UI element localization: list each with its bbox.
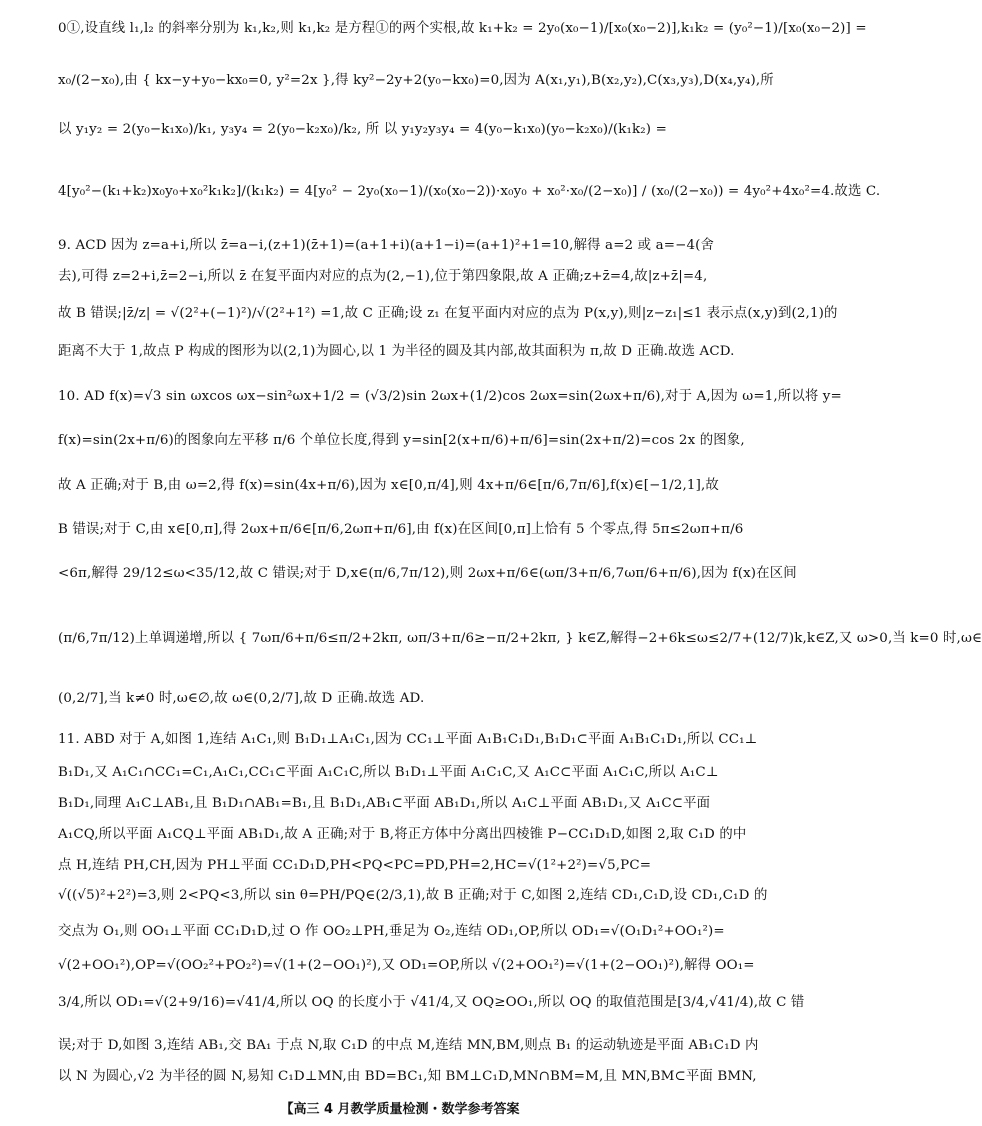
- footer-title: 【高三 4 月教学质量检测・数学参考答案: [280, 1102, 520, 1117]
- text-line-2: x₀/(2−x₀),由 { kx−y+y₀−kx₀=0, y²=2x },得 ky²−2y+2(y₀−kx₀)=0,因为 A(x₁,y₁),B(x₂,y₂),C(x₃,y₃),D(x₄,y₄),所: [58, 73, 774, 88]
- text-line-15: (0,2/7],当 k≠0 时,ω∈∅,故 ω∈(0,2/7],故 D 正确.故选 AD.: [58, 691, 425, 706]
- text-line-4: 4[y₀²−(k₁+k₂)x₀y₀+x₀²k₁k₂]/(k₁k₂) = 4[y₀² − 2y₀(x₀−1)/(x₀(x₀−2))·x₀y₀ + x₀²·x₀/(2−x₀)] / (x₀/(2−x₀)) = 4y₀²+4x₀²=4.故选 C.: [58, 184, 881, 199]
- text-line-13: <6π,解得 29/12≤ω<35/12,故 C 错误;对于 D,x∈(π/6,7π/12),则 2ωx+π/6∈(ωπ/3+π/6,7ωπ/6+π/6),因为 f(x)在区间: [58, 566, 797, 581]
- text-line-10: f(x)=sin(2x+π/6)的图象向左平移 π/6 个单位长度,得到 y=sin[2(x+π/6)+π/6]=sin(2x+π/2)=cos 2x 的图象,: [58, 433, 745, 448]
- text-line-7: 故 B 错误;|z̄/z| = √(2²+(−1)²)/√(2²+1²) =1,故 C 正确;设 z₁ 在复平面内对应的点为 P(x,y),则|z−z₁|≤1 表示点(x,y)到(2,1)的: [58, 306, 838, 321]
- text-line-6: 去),可得 z=2+i,z̄=2−i,所以 z̄ 在复平面内对应的点为(2,−1),位于第四象限,故 A 正确;z+z̄=4,故|z+z̄|=4,: [58, 269, 708, 284]
- text-line-19: A₁CQ,所以平面 A₁CQ⊥平面 AB₁D₁,故 A 正确;对于 B,将正方体中分离出四棱锥 P−CC₁D₁D,如图 2,取 C₁D 的中: [58, 827, 747, 842]
- text-line-25: 误;对于 D,如图 3,连结 AB₁,交 BA₁ 于点 N,取 C₁D 的中点 M,连结 MN,BM,则点 B₁ 的运动轨迹是平面 AB₁C₁D 内: [58, 1038, 759, 1053]
- text-line-21: √((√5)²+2²)=3,则 2<PQ<3,所以 sin θ=PH/PQ∈(2/3,1),故 B 正确;对于 C,如图 2,连结 CD₁,C₁D,设 CD₁,C₁D 的: [58, 888, 768, 903]
- text-line-5: 9. ACD 因为 z=a+i,所以 z̄=a−i,(z+1)(z̄+1)=(a+1+i)(a+1−i)=(a+1)²+1=10,解得 a=2 或 a=−4(舍: [58, 238, 715, 253]
- text-line-16: 11. ABD 对于 A,如图 1,连结 A₁C₁,则 B₁D₁⊥A₁C₁,因为 CC₁⊥平面 A₁B₁C₁D₁,B₁D₁⊂平面 A₁B₁C₁D₁,所以 CC₁⊥: [58, 732, 758, 747]
- text-line-20: 点 H,连结 PH,CH,因为 PH⊥平面 CC₁D₁D,PH<PQ<PC=PD,PH=2,HC=√(1²+2²)=√5,PC=: [58, 858, 652, 873]
- text-line-23: √(2+OO₁²),OP=√(OO₂²+PO₂²)=√(1+(2−OO₁)²),又 OD₁=OP,所以 √(2+OO₁²)=√(1+(2−OO₁)²),解得 OO₁=: [58, 958, 755, 973]
- text-line-17: B₁D₁,又 A₁C₁∩CC₁=C₁,A₁C₁,CC₁⊂平面 A₁C₁C,所以 B₁D₁⊥平面 A₁C₁C,又 A₁C⊂平面 A₁C₁C,所以 A₁C⊥: [58, 765, 719, 780]
- text-line-14: (π/6,7π/12)上单调递增,所以 { 7ωπ/6+π/6≤π/2+2kπ, ωπ/3+π/6≥−π/2+2kπ, } k∈Z,解得−2+6k≤ω≤2/7+(12/7)k,k∈Z,又 ω>0,当 k=0 时,ω∈: [58, 631, 982, 646]
- text-line-1: 0①,设直线 l₁,l₂ 的斜率分别为 k₁,k₂,则 k₁,k₂ 是方程①的两个实根,故 k₁+k₂ = 2y₀(x₀−1)/[x₀(x₀−2)],k₁k₂ = (y₀²−1)/[x₀(x₀−2)] =: [58, 21, 867, 36]
- text-line-12: B 错误;对于 C,由 x∈[0,π],得 2ωx+π/6∈[π/6,2ωπ+π/6],由 f(x)在区间[0,π]上恰有 5 个零点,得 5π≤2ωπ+π/6: [58, 522, 744, 537]
- text-line-3: 以 y₁y₂ = 2(y₀−k₁x₀)/k₁, y₃y₄ = 2(y₀−k₂x₀)/k₂, 所 以 y₁y₂y₃y₄ = 4(y₀−k₁x₀)(y₀−k₂x₀)/(k₁k₂) =: [58, 122, 667, 137]
- text-line-9: 10. AD f(x)=√3 sin ωxcos ωx−sin²ωx+1/2 = (√3/2)sin 2ωx+(1/2)cos 2ωx=sin(2ωx+π/6),对于 A,因为 ω=1,所以将 y=: [58, 389, 842, 404]
- text-line-8: 距离不大于 1,故点 P 构成的图形为以(2,1)为圆心,以 1 为半径的圆及其内部,故其面积为 π,故 D 正确.故选 ACD.: [58, 344, 735, 359]
- text-line-24: 3/4,所以 OD₁=√(2+9/16)=√41/4,所以 OQ 的长度小于 √41/4,又 OQ≥OO₁,所以 OQ 的取值范围是[3/4,√41/4),故 C 错: [58, 995, 805, 1010]
- text-line-11: 故 A 正确;对于 B,由 ω=2,得 f(x)=sin(4x+π/6),因为 x∈[0,π/4],则 4x+π/6∈[π/6,7π/6],f(x)∈[−1/2,1],故: [58, 478, 719, 493]
- text-line-26: 以 N 为圆心,√2 为半径的圆 N,易知 C₁D⊥MN,由 BD=BC₁,知 BM⊥C₁D,MN∩BM=M,且 MN,BM⊂平面 BMN,: [58, 1069, 757, 1084]
- text-line-22: 交点为 O₁,则 OO₁⊥平面 CC₁D₁D,过 O 作 OO₂⊥PH,垂足为 O₂,连结 OD₁,OP,所以 OD₁=√(O₁D₁²+OO₁²)=: [58, 924, 725, 939]
- text-line-18: B₁D₁,同理 A₁C⊥AB₁,且 B₁D₁∩AB₁=B₁,且 B₁D₁,AB₁⊂平面 AB₁D₁,所以 A₁C⊥平面 AB₁D₁,又 A₁C⊂平面: [58, 796, 711, 811]
